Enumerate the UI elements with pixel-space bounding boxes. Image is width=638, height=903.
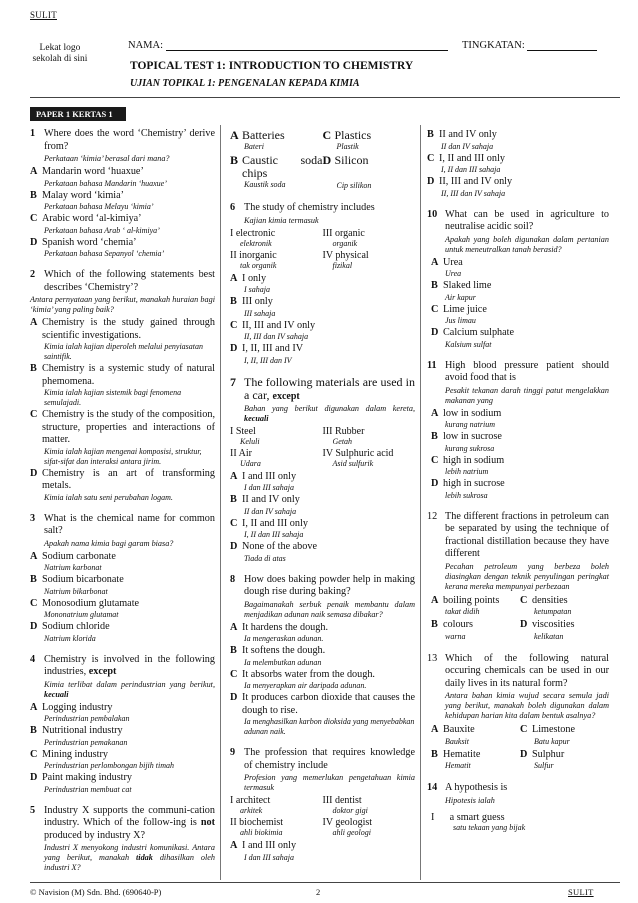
option-c[interactable]: C Mining industry [30,748,108,760]
option-b-translation: Kaustik soda [244,180,286,189]
question-text: Industry X supports the communi-cation industry. Which of the follow-ing is [44,804,215,828]
statement-iv: IV geologist [322,817,373,828]
question-number: 14 [427,782,438,793]
question-translation: Apakah yang boleh digunakan dalam pertanian untuk meneutralkan tanah berasid? [445,234,609,254]
option-d[interactable]: D Calcium sulphate [431,327,515,338]
option-a-translation: Perindustrian pembalakan [44,714,130,723]
statement-iii-translation: doktor gigi [332,806,368,815]
option-d-translation: Cip silikon [336,181,372,190]
statement-iv-translation: fizikal [332,260,353,270]
option-b[interactable]: B colours [431,619,473,630]
option-a[interactable]: A I and III only [230,470,297,482]
option-a-translation: Bauksit [445,736,469,746]
option-a-translation: Natrium karbonat [44,563,102,572]
question-11 [427,360,609,501]
question-12 [427,511,609,643]
question-6 [230,202,415,366]
option-a[interactable]: A Bauxite [431,724,475,735]
translation-emphasis: kecuali [44,689,69,699]
statement-i-translation: Keluli [240,436,260,446]
option-b[interactable]: B II and IV only [230,494,300,505]
question-number: 4 [30,653,36,665]
question-text: The profession that requires knowledge of chemistry include [244,747,415,771]
question-7 [230,376,415,564]
option-c-translation: II, III dan IV sahaja [244,332,309,341]
option-a[interactable]: A Urea [431,256,463,268]
column-divider [220,125,221,880]
option-d[interactable]: D viscosities [520,619,575,630]
option-a[interactable]: A Sodium carbonate [30,550,116,562]
statement-i: I electronic [230,227,276,239]
option-d[interactable]: D Sulphur [520,748,565,760]
question-number: 2 [30,269,36,280]
question-10 [427,209,609,350]
question-number: 6 [230,202,236,213]
option-b-translation: Perkataan bahasa Melayu ‘kimia’ [44,202,154,211]
question-emphasis: except [88,666,117,677]
question-translation: Hipotesis ialah [445,795,495,805]
question-8 [230,574,415,738]
option-d[interactable]: D None of the above [230,541,317,552]
question-2 [30,269,215,503]
question-text-end: produced by industry X? [44,829,146,841]
question-text: Where does the word ‘Chemistry’ derive from? [44,128,215,152]
statement-ii: II Air [230,447,252,459]
option-b[interactable]: B III only [230,296,273,307]
question-translation: Industri X menyokong industri komunikasi. Antara yang berikut, manakah [44,843,215,862]
option-b-translation: II dan IV sahaja [244,506,297,516]
column-1 [30,128,215,883]
question-translation: Bahan yang berikut digunakan dalam kereta, [244,403,415,413]
question-translation: Apakah nama kimia bagi garam biasa? [44,538,174,548]
question-emphasis: not [200,817,216,828]
sulit-footer-label: SULIT [568,887,594,897]
option-d-translation: Sulfur [534,761,554,770]
footer-divider [30,882,620,883]
question-text: Which of the following natural occuring chemicals can be used in our daily lives in its natural form? [445,652,609,689]
option-b[interactable]: B Malay word ‘kimia’ [30,189,125,201]
option-d[interactable]: D Sodium chloride [30,621,110,632]
option-d-translation: Tiada di atas [244,553,286,563]
option-c-translation: Batu kapur [534,736,570,746]
statement-i-translation: satu tekaan yang bijak [453,822,526,832]
header-divider [30,97,620,98]
paper-label-box: PAPER 1 KERTAS 1 [30,107,126,121]
sulit-header-label: SULIT [30,10,57,20]
option-b[interactable]: B low in sucrose [431,431,502,442]
option-a[interactable]: A boiling points [431,594,500,606]
question-emphasis: except [272,390,300,402]
option-c-translation: Kimia ialah kajian mengenai komposisi, struktur, sifat-sifat dan interaksi antara jirim. [44,446,202,466]
option-c[interactable]: C Plastics [322,128,372,142]
question-text: What is the chemical name for common salt? [44,512,215,536]
question-number: 10 [427,208,438,220]
statement-ii-translation: tak organik [240,260,277,270]
option-b[interactable]: B II and IV only [427,129,497,140]
statement-i: I architect [230,795,271,806]
statement-ii-translation: Udara [240,458,261,468]
statement-i: I a smart guess [431,811,505,823]
option-b-translation: Natrium bikarbonat [44,586,108,596]
option-d-translation: Perindustrian membuat cat [44,784,132,794]
name-line [166,50,448,51]
question-14 [427,782,609,833]
question-number: 5 [30,804,36,816]
option-b-translation: Hematit [445,761,471,770]
statement-i-translation: arkitek [240,806,263,815]
option-d-translation: Ia menghasilkan karbon dioksida yang menyebabkan adunan naik. [244,717,415,736]
option-a-translation: kurang natrium [445,420,495,429]
form-level-line [527,50,597,51]
name-label: NAMA: [128,40,164,51]
option-c[interactable]: C I, II and III only [230,517,308,529]
option-d-translation: Kimia ialah satu seni perubahan logam. [44,492,173,502]
option-d[interactable]: D It produces carbon dioxide that causes the dough to rise. [230,692,415,716]
question-9-options-cont [427,129,609,199]
footer-copyright: © Navision (M) Sdn. Bhd. (690640-P) [30,887,162,897]
option-c[interactable]: C Monosodium glutamate [30,597,140,609]
question-number: 12 [427,510,438,522]
form-level-field[interactable] [462,40,597,51]
option-b-translation: kurang sukrosa [445,443,495,453]
question-translation: Antara pernyataan yang berikut, manakah huraian bagi ‘kimia’ yang paling baik? [30,295,215,314]
option-a-translation: Perkataan bahasa Mandarin ‘huaxue’ [44,178,167,188]
option-a[interactable]: A Batteries [230,128,285,142]
statement-iv-translation: Asid sulfurik [332,458,374,468]
statement-i-translation: elektronik [240,238,272,248]
option-c-translation: Perindustrian perlombongan bijih timah [44,761,174,770]
option-a-translation: Urea [445,269,462,278]
option-d-translation: lebih sukrosa [445,490,488,500]
option-d[interactable]: D I, II, III and IV [230,343,304,354]
question-9 [230,747,415,863]
question-translation: Profesion yang memerlukan pengetahuan kimia termasuk [244,773,415,792]
page-title: TOPICAL TEST 1: INTRODUCTION TO CHEMISTRY [130,60,414,72]
option-d-translation: I, II, III dan IV [244,355,292,365]
question-number: 13 [427,652,438,664]
statement-iii: III organic [322,227,365,239]
statement-iii: III Rubber [322,425,365,437]
statement-iv: IV Sulphuric acid [322,447,394,459]
option-b-translation: III sahaja [244,308,276,318]
question-4 [30,654,215,795]
option-c[interactable]: C II, III and IV only [230,319,316,331]
option-c[interactable]: C I, II and III only [427,152,505,164]
option-d-translation: kelikatan [534,631,564,641]
question-translation: Pecahan petroleum yang berbeza boleh diasingkan dengan teknik penyulingan peringkat kerana mereka mempunyai perbezaan [445,561,609,591]
question-text: The study of chemistry includes [244,202,375,213]
question-translation: Bagaimanakah serbuk penaik membantu dalam menjadikan adunan naik semasa dibakar? [244,599,415,619]
question-text: Chemistry is involved in the following industries, [44,653,215,677]
option-b[interactable]: B Caustic soda chips [230,153,323,180]
question-translation: Pesakit tekanan darah tinggi patut mengelakkan makanan yang [445,385,609,405]
option-c-translation: Plastik [336,142,359,151]
column-divider [420,125,421,880]
option-b-translation: Ia melembutkan adunan [244,657,322,667]
question-number: 3 [30,512,36,524]
question-text: The following materials are used in a car, [244,374,415,402]
option-a[interactable]: A Mandarin word ‘huaxue’ [30,166,144,177]
column-3 [427,128,609,843]
option-a-translation: Kimia ialah kajian diperoleh melalui penyiasatan saintifik. [44,342,204,361]
statement-ii-translation: ahli biokimia [240,828,283,837]
school-logo-placeholder: Lekat logo sekolah di sini [32,43,88,64]
option-c[interactable]: C Chemistry is the study of the composition, structure, properties and interactions of matter. [30,409,215,445]
option-c-translation: Mononatrium glutamat [44,610,119,619]
statement-iii: III dentist [322,795,362,806]
option-d-translation: Kalsium sulfat [445,339,492,349]
option-c-translation: lebih natrium [445,467,489,476]
question-translation: Kajian kimia termasuk [244,215,319,225]
question-translation: Perkataan ‘kimia’ berasal dari mana? [44,154,170,163]
option-a-translation: Bateri [244,142,264,151]
page-number: 2 [316,887,321,897]
statement-iii-translation: organik [332,238,358,248]
question-text: A hypothesis is [445,782,508,793]
statement-iv-translation: ahli geologi [332,828,371,837]
option-a[interactable]: A low in sodium [431,407,502,419]
option-a-translation: I sahaja [244,285,270,294]
option-b[interactable]: B It softens the dough. [230,645,326,656]
option-d-translation: Natrium klorida [44,633,96,643]
statement-ii: II biochemist [230,817,284,828]
option-b-translation: II dan IV sahaja [441,141,494,151]
question-text: Which of the following statements best describes ‘Chemistry’? [44,269,215,293]
question-1 [30,128,215,259]
question-3 [30,513,215,644]
page-subtitle: UJIAN TOPIKAL 1: PENGENALAN KEPADA KIMIA [130,78,360,89]
option-b[interactable]: B Hematite [431,748,481,760]
option-a[interactable]: A Chemistry is the study gained through scientific investigations. [30,317,215,341]
option-d-translation: Perkataan bahasa Sepanyol ‘chemia’ [44,249,165,258]
statement-iii-translation: Getah [332,436,353,446]
option-c[interactable]: C Arabic word ‘al-kimiya’ [30,213,142,224]
question-number: 11 [427,359,437,371]
question-text: The different fractions in petroleum can be separated by using the technique of fractional distillation because they have different [445,510,609,559]
question-text: What can be used in agriculture to neutralise acidic soil? [445,208,609,232]
option-c-translation: I, II dan III sahaja [244,530,304,539]
option-c-translation: Perkataan bahasa Arab ‘ al-kimiya’ [44,225,160,235]
option-a[interactable]: A I only [230,272,267,284]
option-b-translation: Air kapur [445,292,476,302]
statement-ii: II inorganic [230,249,277,261]
option-a-translation: takat didih [445,607,480,616]
name-field[interactable] [128,40,448,51]
option-c-translation: Ia menyerapkan air daripada adunan. [244,681,367,690]
option-d-translation: II, III dan IV sahaja [441,188,506,198]
form-level-label: TINGKATAN: [462,40,525,51]
option-d[interactable]: D Chemistry is an art of transforming metals. [30,467,215,491]
question-number: 7 [230,374,236,389]
question-text: High blood pressure patient should avoid food that is [445,359,609,383]
option-a-translation: I dan III sahaja [244,852,294,862]
option-c-translation: ketumpatan [534,607,572,616]
option-b-translation: Kimia ialah kajian sistemik bagi fenomena semulajadi. [44,388,182,407]
option-a[interactable]: A It hardens the dough. [230,621,329,633]
option-c-translation: I, II dan III sahaja [441,165,501,174]
question-5 [30,805,215,874]
column-2 [230,128,415,873]
option-b[interactable]: B Slaked lime [431,280,492,291]
option-b[interactable]: B Sodium bicarbonate [30,574,124,585]
question-number: 8 [230,573,236,585]
option-b[interactable]: B Chemistry is a systemic study of natural phemomena. [30,363,215,387]
translation-emphasis: tidak [136,853,153,862]
question-text: How does baking powder help in making dough rise during baking? [244,573,415,597]
question-translation: Antara bahan kimia wujud secara semula jadi yang berikut, manakah boleh digunakan dalam kehidupan harian kita dalam bentuk asalnya? [445,691,609,720]
option-c-translation: Jus limau [445,316,476,325]
option-a-translation: Ia mengeraskan adunan. [244,634,324,643]
statement-i: I Steel [230,425,256,437]
question-13 [427,653,609,773]
question-translation: Kimia terlibat dalam perindustrian yang berikut, [44,679,215,689]
option-c[interactable]: C Limestone [520,724,576,735]
option-b-translation: warna [445,631,466,641]
option-b-translation: Perindustrian pemakanan [44,737,128,747]
option-b[interactable]: B Nutritional industry [30,725,123,736]
option-c[interactable]: C high in sodium [431,454,505,466]
option-a[interactable]: A Logging industry [30,701,113,713]
option-c[interactable]: C Lime juice [431,303,487,315]
question-translation-end: dihasilkan oleh industri X? [44,853,215,872]
option-c[interactable]: C It absorbs water from the dough. [230,668,375,680]
option-a[interactable]: A I and III only [230,840,297,851]
translation-emphasis: kecuali [244,413,269,423]
question-number: 9 [230,747,236,758]
option-d[interactable]: D high in sucrose [431,478,505,489]
option-c[interactable]: C densities [520,594,568,606]
question-number: 1 [30,128,36,139]
statement-iv: IV physical [322,249,369,261]
option-d[interactable]: D Spanish word ‘chemia’ [30,236,137,248]
option-d[interactable]: D Paint making industry [30,772,132,783]
question-5-options [230,128,415,192]
option-a-translation: I dan III sahaja [244,483,294,492]
option-d[interactable]: D II, III and IV only [427,176,513,187]
option-d[interactable]: D Silicon [322,153,369,167]
